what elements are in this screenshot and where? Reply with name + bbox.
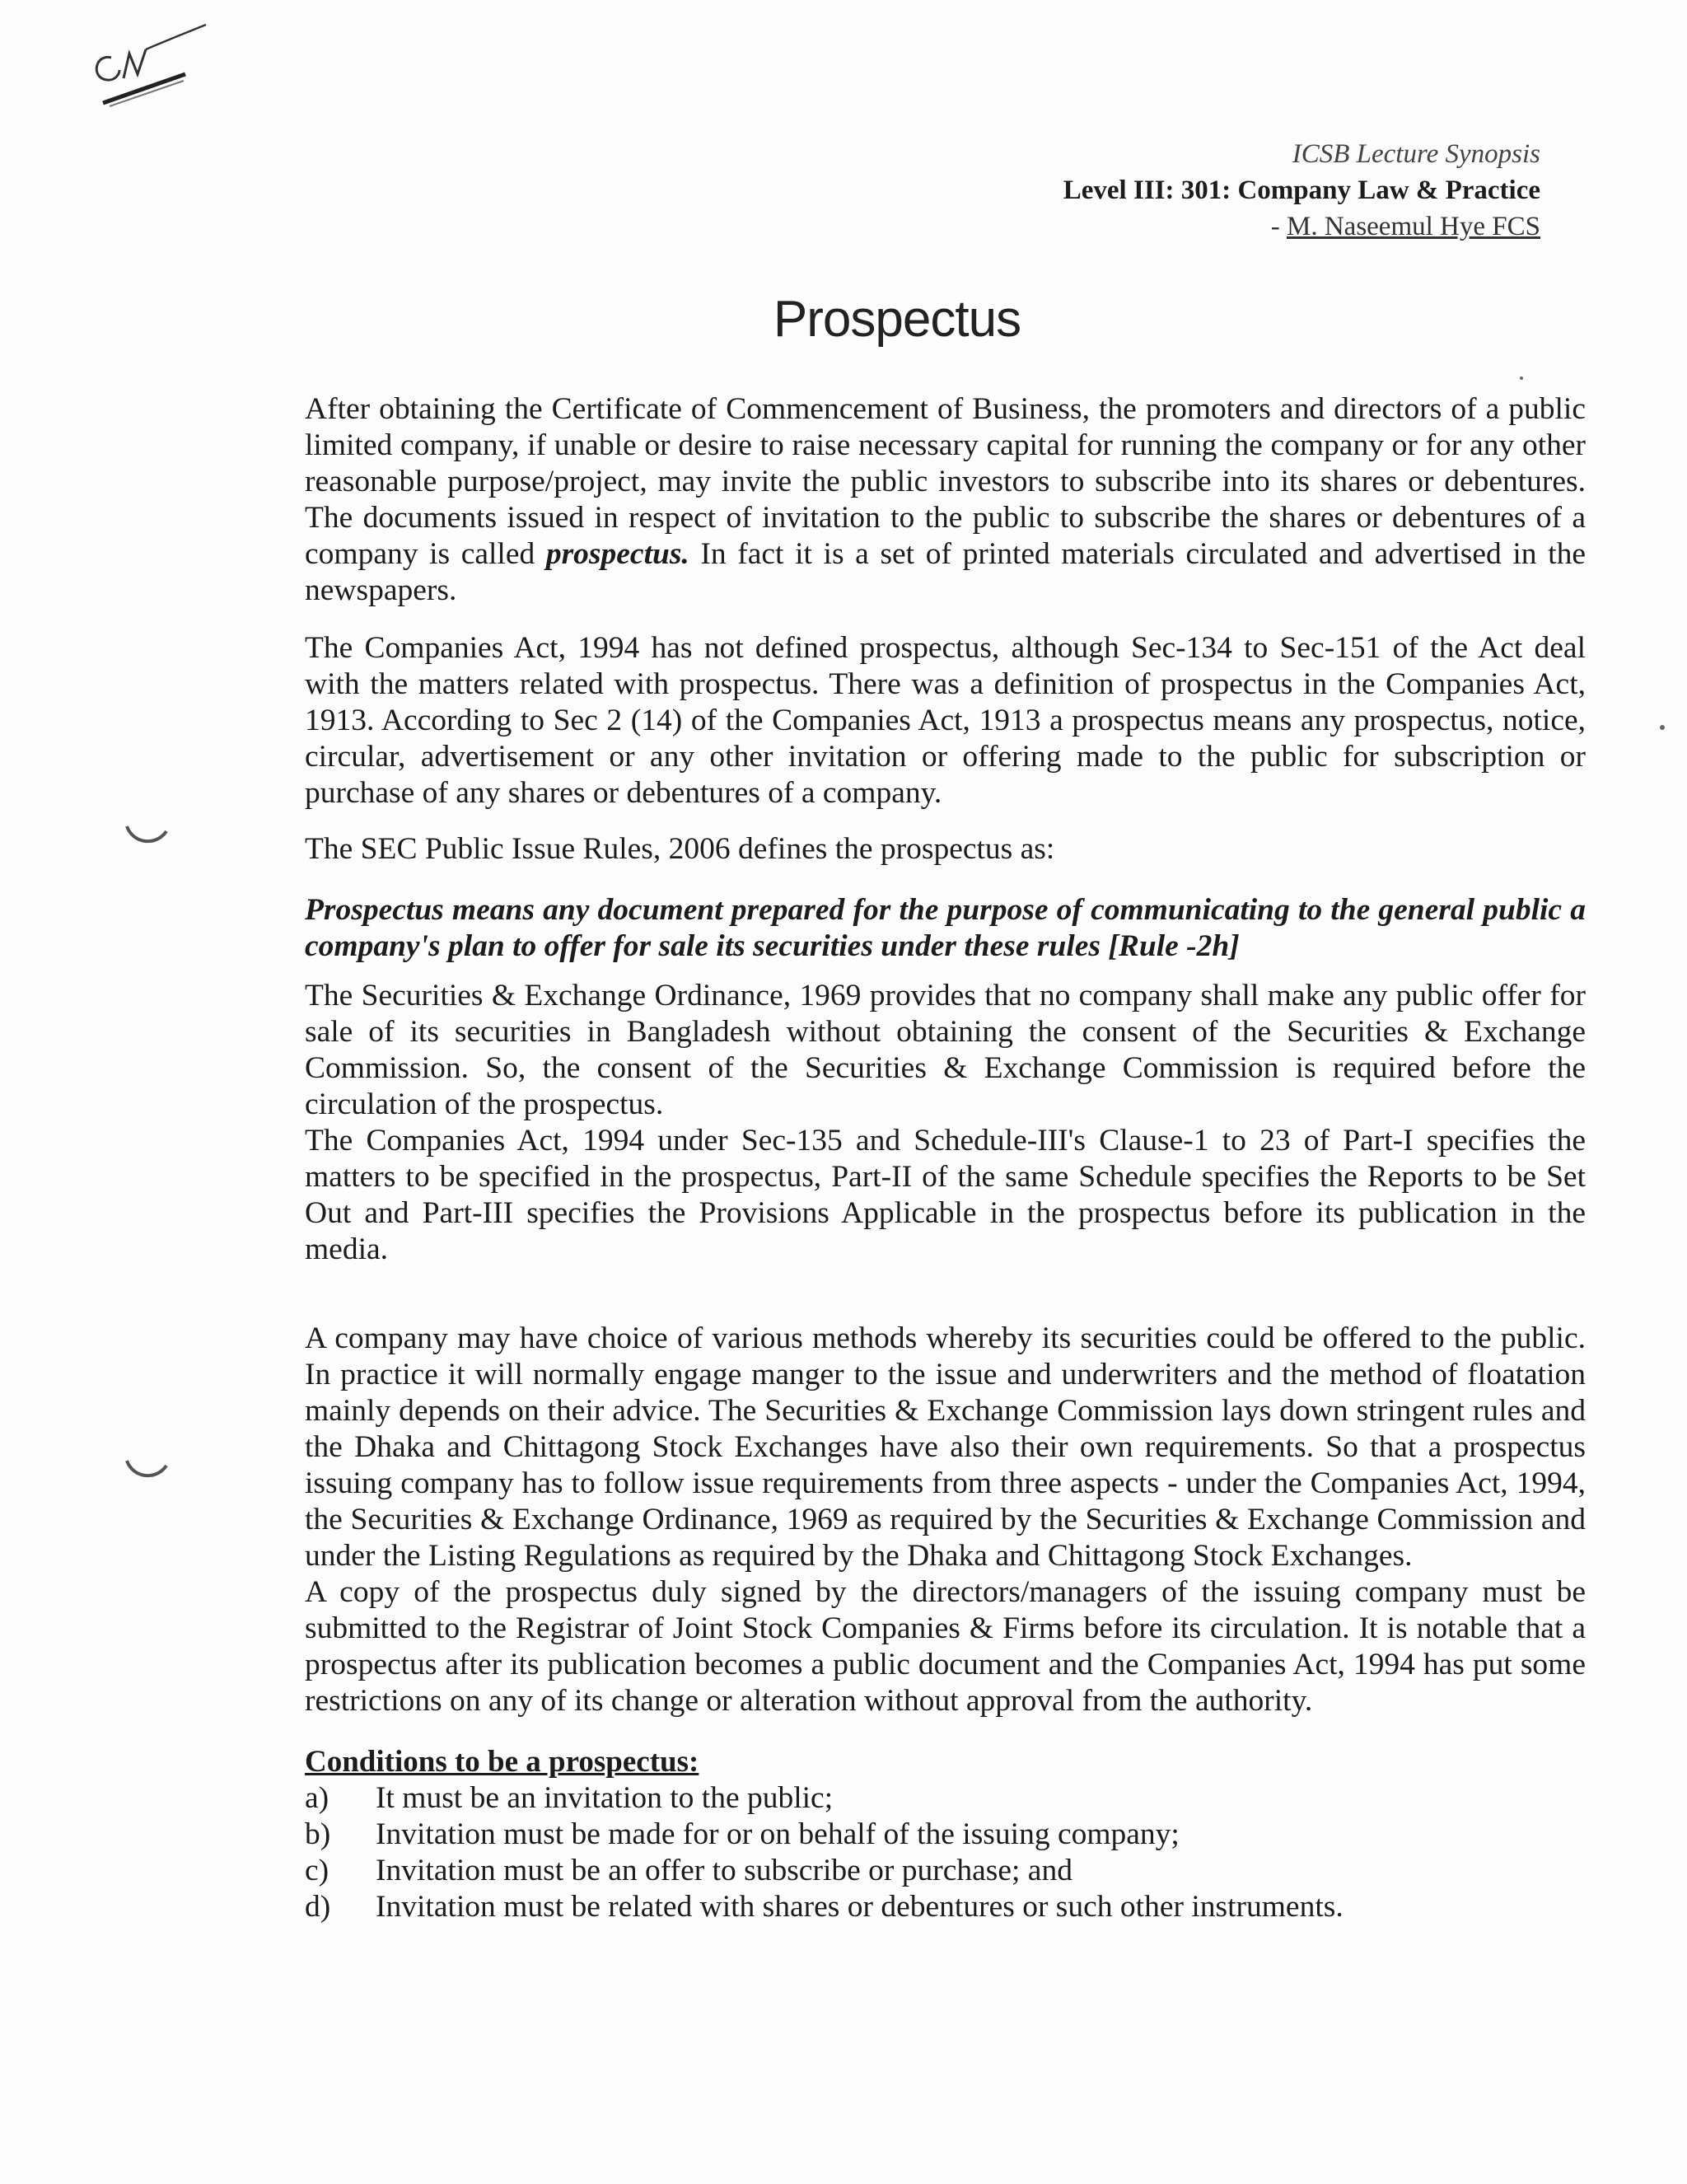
course-label: Level III: 301: Company Law & Practice bbox=[1063, 175, 1540, 205]
author-line: - M. Naseemul Hye FCS bbox=[1270, 212, 1540, 241]
stray-mark bbox=[1520, 376, 1523, 380]
paragraph-sec-rules: The SEC Public Issue Rules, 2006 defines the prospectus as: bbox=[305, 832, 1055, 866]
list-item: d) Invitation must be related with shares or debentures or such other instruments. bbox=[305, 1890, 1344, 1924]
handwritten-initials bbox=[86, 21, 218, 119]
document-body bbox=[305, 391, 1586, 1925]
conditions-list bbox=[305, 1780, 1586, 1925]
author-name: M. Naseemul Hye FCS bbox=[1287, 212, 1540, 241]
list-item: a) It must be an invitation to the public; bbox=[305, 1781, 834, 1815]
punch-hole-mark bbox=[124, 1454, 173, 1487]
paragraph-registrar: A copy of the prospectus duly signed by the directors/managers of the issuing company must be submitted to the Registrar of Joint Stock Companies & Firms before its circulation. It is notable that a prospectus after its publication becomes a public document and the Companies Act, 1994 has put some restrictions on any of its change or alteration without approval from the authority. bbox=[305, 1575, 1586, 1718]
term-prospectus: prospectus. bbox=[545, 537, 689, 571]
paragraph-companies-act: The Companies Act, 1994 has not defined prospectus, although Sec-134 to Sec-151 of the Act deal with the matters related with prospectus. There was a definition of prospectus in the Companies Act, 1913. According to Sec 2 (14) of the Companies Act, 1913 a prospectus means any prospectus, notice, circular, advertisement or any other invitation or offering made to the public for subscription or purchase of any shares or debentures of a company. bbox=[305, 631, 1586, 810]
page-title: Prospectus bbox=[773, 291, 1021, 348]
conditions-heading: Conditions to be a prospectus: bbox=[305, 1745, 699, 1779]
synopsis-label: ICSB Lecture Synopsis bbox=[1292, 139, 1540, 169]
punch-hole-mark bbox=[124, 820, 173, 853]
document-header bbox=[1063, 136, 1540, 245]
list-item: c) Invitation must be an offer to subscribe or purchase; and bbox=[305, 1854, 1072, 1887]
stray-mark bbox=[1660, 725, 1665, 730]
paragraph-methods: A company may have choice of various methods whereby its securities could be offered to the public. In practice it will normally engage manger to the issue and underwriters and the method of floatation mainly depends on their advice. The Securities & Exchange Commission lays down stringent rules and the Dhaka and Chittagong Stock Exchanges have also their own requirements. So that a prospectus issuing company has to follow issue requirements from three aspects - under the Companies Act, 1994, the Securities & Exchange Ordinance, 1969 as required by the Securities & Exchange Commission and under the Listing Regulations as required by the Dhaka and Chittagong Stock Exchanges. bbox=[305, 1321, 1586, 1573]
definition-quote: Prospectus means any document prepared for the purpose of communicating to the general public a company's plan to offer for sale its securities under these rules [Rule -2h] bbox=[305, 893, 1586, 963]
paragraph-intro: After obtaining the Certificate of Commencement of Business, the promoters and directors of a public limited company, if unable or desire to raise necessary capital for running the company or for any other reasonable purpose/project, may invite the public investors to subscribe into its shares or debentures. The documents issued in respect of invitation to the public to subscribe the shares or debentures of a company is called prospectus. In fact it is a set of printed materials circulated and advertised in the newspapers. bbox=[305, 392, 1586, 607]
list-item: b) Invitation must be made for or on behalf of the issuing company; bbox=[305, 1817, 1180, 1851]
paragraph-ordinance: The Securities & Exchange Ordinance, 1969 provides that no company shall make any public offer for sale of its securities in Bangladesh without obtaining the consent of the Securities & Exchange Commission. So, the consent of the Securities & Exchange Commission is required before the circulation of the prospectus. bbox=[305, 979, 1586, 1121]
paragraph-schedule: The Companies Act, 1994 under Sec-135 and Schedule-III's Clause-1 to 23 of Part-I specifies the matters to be specified in the prospectus, Part-II of the same Schedule specifies the Reports to be Set Out and Part-III specifies the Provisions Applicable in the prospectus before its publication in the media. bbox=[305, 1124, 1586, 1266]
